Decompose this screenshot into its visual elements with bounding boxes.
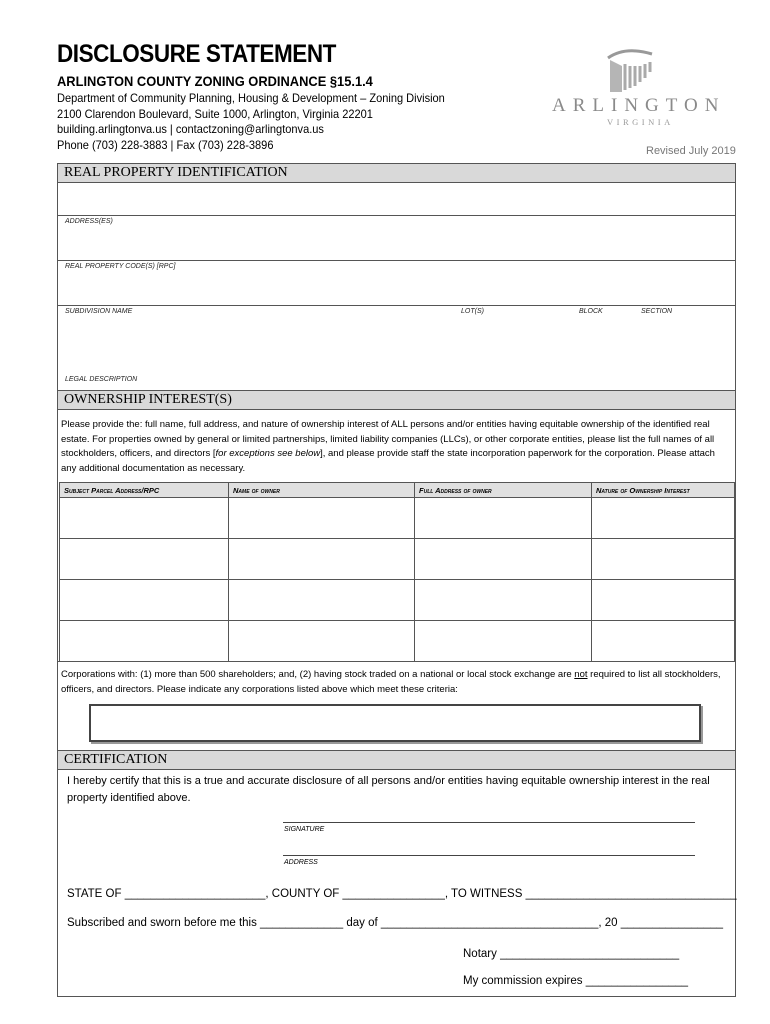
table-row [60, 580, 735, 621]
ownership-instructions: Please provide the: full name, full address, and nature of ownership interest of ALL persons and/or entities having equitable ownership of the identified real estate. For properties owned by general or limited partnerships, limited liability companies (LLCs), or other corporate entities, please list the full names of all stockholders, officers, and directors [for exceptions see below], and please provide staff the state incorporation paperwork for the corporation. Please attach any additional documentation as necessary. [61, 419, 715, 474]
divider [57, 215, 736, 216]
table-cell[interactable] [60, 580, 229, 621]
web-email-line: building.arlingtonva.us | contactzoning@arlingtonva.us [57, 122, 324, 136]
certification-statement: I hereby certify that this is a true and accurate disclosure of all persons and/or entities having equitable ownership interest in the real property identified above. [67, 775, 710, 804]
table-cell[interactable] [592, 498, 735, 539]
certification-heading: CERTIFICATION [57, 750, 736, 770]
column-header: Name of owner [229, 483, 415, 498]
table-header-row [60, 483, 735, 498]
column-header: Subject Parcel Address/RPC [60, 483, 229, 498]
signature-label: SIGNATURE [284, 826, 325, 833]
ownership-table [59, 482, 735, 662]
phone-fax-line: Phone (703) 228-3883 | Fax (703) 228-3896 [57, 137, 274, 152]
table-cell[interactable] [415, 498, 592, 539]
exempt-corporations-input[interactable] [89, 704, 701, 742]
address-line: 2100 Clarendon Boulevard, Suite 1000, Arlington, Virginia 22201 [57, 106, 373, 121]
divider [57, 661, 736, 662]
table-cell[interactable] [60, 539, 229, 580]
divider [57, 305, 736, 306]
state-county-line[interactable]: STATE OF ______________________, COUNTY OF ________________, TO WITNESS _________________________________ [67, 888, 737, 900]
document-subtitle: ARLINGTON COUNTY ZONING ORDINANCE §15.1.4 [57, 73, 373, 89]
address-line[interactable] [283, 855, 695, 856]
lots-field-label: LOT(S) [461, 308, 484, 315]
table-cell[interactable] [592, 580, 735, 621]
exception-note: Corporations with: (1) more than 500 shareholders; and, (2) having stock traded on a national or local stock exchange are not required to list all stockholders, officers, and directors. Please indicate any corporations listed above which meet these criteria: [61, 669, 721, 695]
table-cell[interactable] [592, 621, 735, 662]
ownership-heading: OWNERSHIP INTEREST(S) [57, 390, 736, 410]
logo-state: VIRGINIA [607, 117, 674, 127]
commission-line[interactable]: My commission expires ________________ [463, 975, 689, 987]
table-cell[interactable] [415, 539, 592, 580]
contact-block [57, 91, 445, 153]
logo-name: ARLINGTON [552, 95, 726, 116]
column-header: Nature of Ownership Interest [592, 483, 735, 498]
arlington-logo-icon [600, 44, 660, 96]
table-cell[interactable] [415, 580, 592, 621]
address-label: ADDRESS [284, 859, 318, 866]
column-header: Full Address of owner [415, 483, 592, 498]
table-row [60, 498, 735, 539]
signature-line[interactable] [283, 822, 695, 823]
table-row [60, 539, 735, 580]
department-line: Department of Community Planning, Housing & Development – Zoning Division [57, 91, 445, 105]
subdivision-field-label: SUBDIVISION NAME [65, 308, 133, 315]
section-field-label: SECTION [641, 308, 673, 315]
sworn-line[interactable]: Subscribed and sworn before me this _____________ day of __________________________________, 20 ________________ [67, 917, 724, 929]
block-field-label: BLOCK [579, 308, 603, 315]
table-cell[interactable] [60, 498, 229, 539]
table-cell[interactable] [229, 621, 415, 662]
addresses-field-label: ADDRESS(ES) [65, 218, 113, 225]
real-property-heading: REAL PROPERTY IDENTIFICATION [57, 163, 736, 183]
notary-line[interactable]: Notary ____________________________ [463, 948, 680, 960]
table-cell[interactable] [592, 539, 735, 580]
table-row [60, 621, 735, 662]
table-cell[interactable] [415, 621, 592, 662]
document-title: DISCLOSURE STATEMENT [57, 40, 336, 68]
table-cell[interactable] [60, 621, 229, 662]
table-cell[interactable] [229, 539, 415, 580]
revised-date: Revised July 2019 [646, 145, 736, 157]
legal-description-field-label: LEGAL DESCRIPTION [65, 376, 138, 383]
table-cell[interactable] [229, 580, 415, 621]
rpc-field-label: REAL PROPERTY CODE(S) [RPC] [65, 263, 176, 270]
table-cell[interactable] [229, 498, 415, 539]
divider [57, 260, 736, 261]
